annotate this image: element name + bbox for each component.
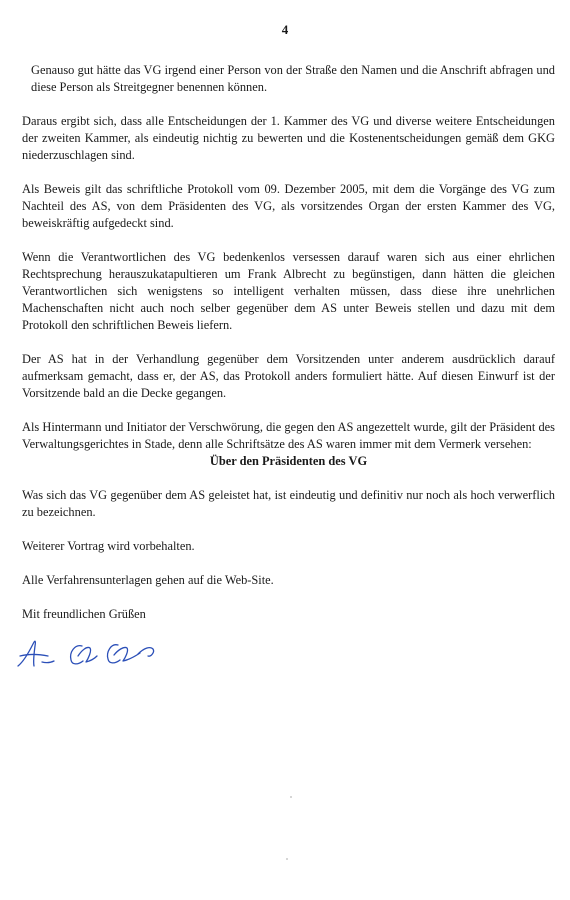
page-number: 4 [281, 22, 289, 37]
scan-speck [290, 796, 292, 798]
paragraph-9: Alle Verfahrensunterlagen gehen auf die Web-Site. [22, 573, 274, 587]
paragraph-8: Weiterer Vortrag wird vorbehalten. [22, 539, 195, 553]
paragraph-2: Daraus ergibt sich, dass alle Entscheidungen der 1. Kammer des VG und diverse weitere Entscheidungen der zweiten Kammer, als eindeutig nichtig zu bewerten und die Kostenentscheidungen gemäß dem GKG niederzuschlagen sind. [22, 114, 555, 162]
signature-image [14, 632, 164, 674]
paragraph-1: Genauso gut hätte das VG irgend einer Person von der Straße den Namen und die Anschrift abfragen und diese Person als Streitgegner benennen können. [31, 63, 555, 94]
closing-greeting: Mit freundlichen Grüßen [22, 607, 146, 621]
paragraph-5: Der AS hat in der Verhandlung gegenüber dem Vorsitzenden unter anderem ausdrücklich darauf aufmerksam gemacht, dass er, der AS, das Protokoll anders formuliert hätte. Auf diesen Einwurf ist der Vorsitzende bald an die Decke gegangen. [22, 352, 555, 400]
paragraph-7: Was sich das VG gegenüber dem AS geleistet hat, ist eindeutig und definitiv nur noch als hoch verwerflich zu bezeichnen. [22, 488, 555, 519]
letter-body [22, 62, 555, 623]
paragraph-4: Wenn die Verantwortlichen des VG bedenkenlos versessen darauf waren sich aus einer ehrlichen Rechtsprechung herauszukatapultieren um Frank Albrecht zu begünstigen, dann hätten die gleichen Verantwortlichen sich wenigstens so intelligent verhalten müssen, dass diese ihre unehrlichen Machenschaften nicht auch noch selber gegenüber dem AS unter Beweis stellen und dazu mit dem Protokoll den schriftlichen Beweis liefern. [22, 250, 555, 332]
scan-speck [286, 858, 288, 860]
paragraph-3: Als Beweis gilt das schriftliche Protokoll vom 09. Dezember 2005, mit dem die Vorgänge des VG zum Nachteil des AS, von dem Präsidenten des VG, als vorsitzendes Organ der ersten Kammer des VG, beweiskräftig aufgedeckt sind. [22, 182, 555, 230]
notice-heading: Über den Präsidenten des VG [209, 454, 368, 468]
paragraph-6: Als Hintermann und Initiator der Verschwörung, die gegen den AS angezettelt wurde, gilt der Präsident des Verwaltungsgerichtes in Stade, denn alle Schriftsätze des AS waren immer mit dem Vermerk versehen: [22, 420, 555, 451]
